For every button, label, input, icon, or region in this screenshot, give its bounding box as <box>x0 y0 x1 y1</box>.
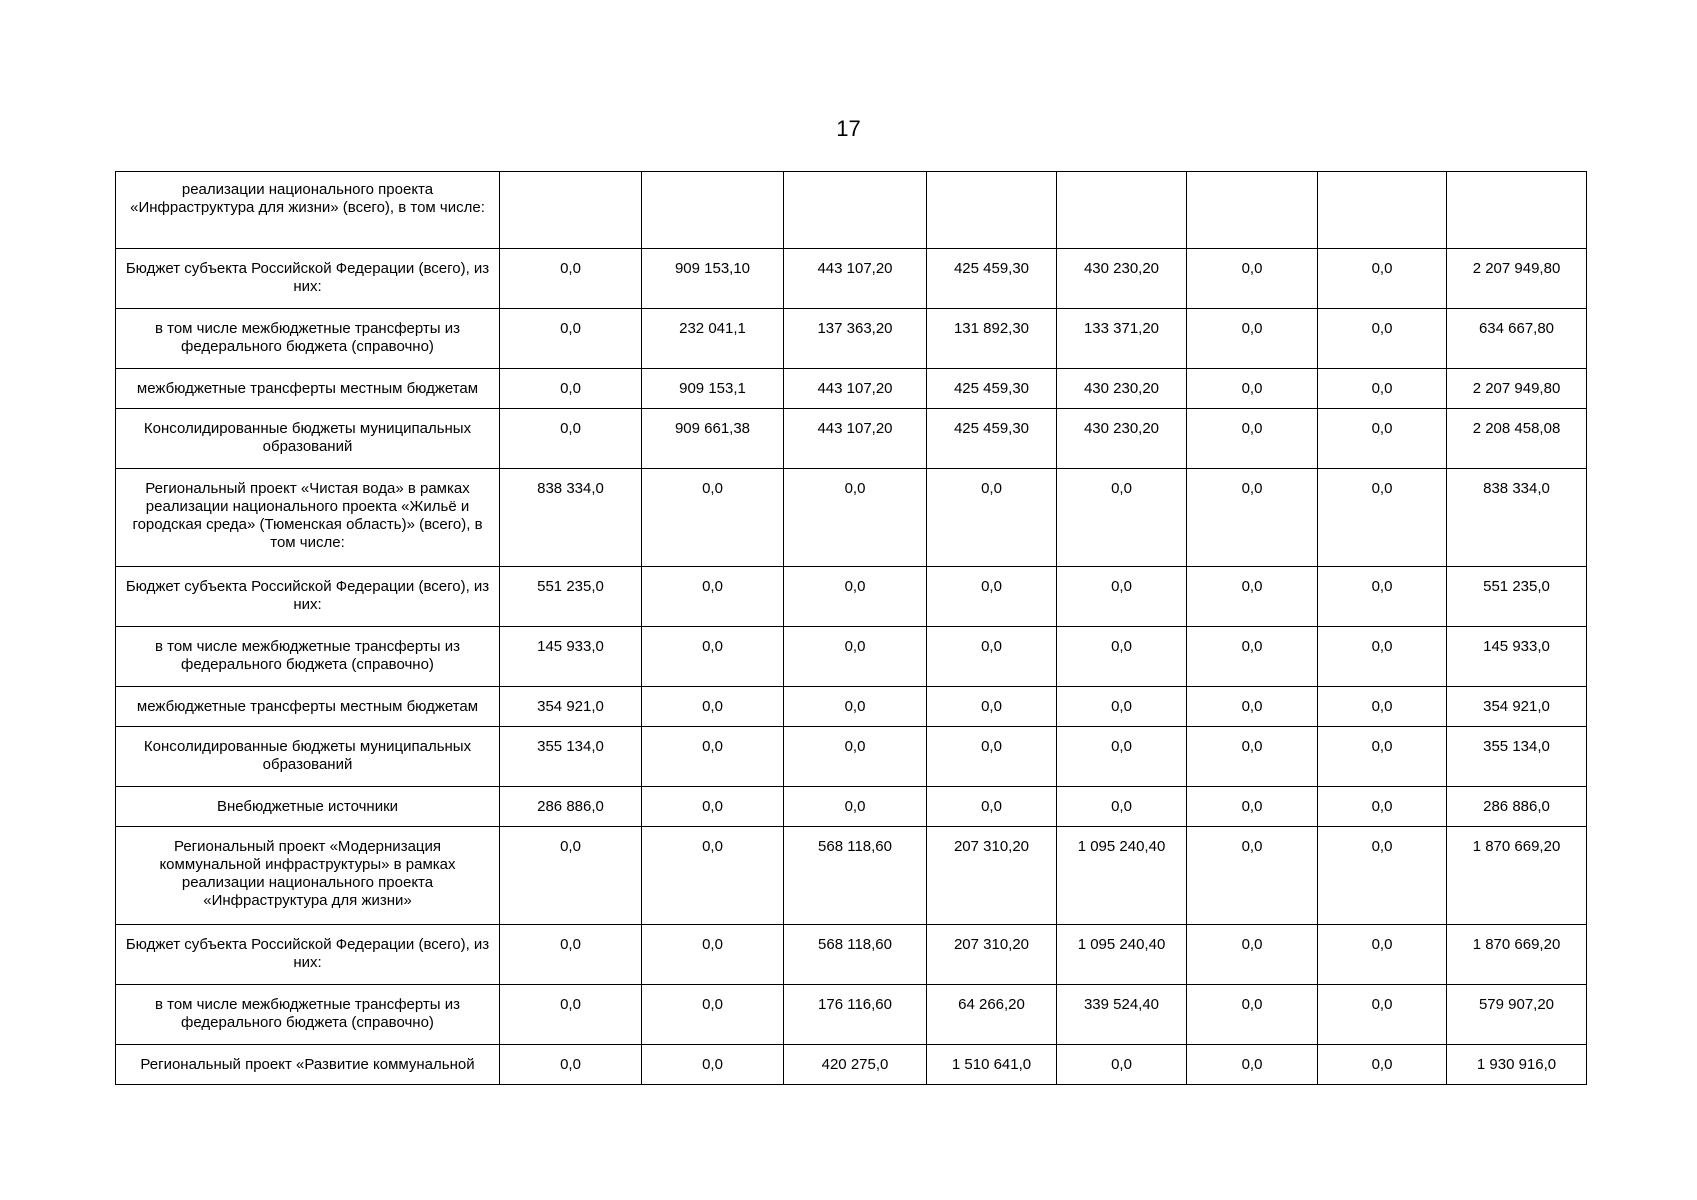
table-row <box>116 409 1587 469</box>
table-row <box>116 627 1587 687</box>
total-cell: 838 334,0 <box>1447 469 1587 567</box>
value-cell: 0,0 <box>1318 985 1447 1045</box>
table-row <box>116 687 1587 727</box>
value-cell: 0,0 <box>1187 1045 1318 1085</box>
value-cell: 425 459,30 <box>927 249 1057 309</box>
value-cell: 425 459,30 <box>927 369 1057 409</box>
value-cell: 909 661,38 <box>642 409 784 469</box>
row-label: Внебюджетные источники <box>116 787 500 827</box>
budget-table <box>115 171 1587 1085</box>
table-row <box>116 1045 1587 1085</box>
value-cell: 0,0 <box>1318 727 1447 787</box>
value-cell: 909 153,1 <box>642 369 784 409</box>
value-cell: 0,0 <box>1318 369 1447 409</box>
total-cell: 1 870 669,20 <box>1447 827 1587 925</box>
value-cell: 0,0 <box>1318 469 1447 567</box>
value-cell: 0,0 <box>500 369 642 409</box>
value-cell: 551 235,0 <box>500 567 642 627</box>
page-number: 17 <box>836 116 861 141</box>
value-cell: 176 116,60 <box>784 985 927 1045</box>
value-cell: 0,0 <box>927 627 1057 687</box>
value-cell: 0,0 <box>1187 627 1318 687</box>
value-cell: 0,0 <box>1057 687 1187 727</box>
value-cell: 0,0 <box>1187 469 1318 567</box>
table-row <box>116 925 1587 985</box>
value-cell: 0,0 <box>784 627 927 687</box>
value-cell: 430 230,20 <box>1057 369 1187 409</box>
row-label: в том числе межбюджетные трансферты из федерального бюджета (справочно) <box>116 309 500 369</box>
row-label: Бюджет субъекта Российской Федерации (всего), из них: <box>116 925 500 985</box>
value-cell: 0,0 <box>1057 1045 1187 1085</box>
value-cell: 0,0 <box>784 567 927 627</box>
value-cell: 430 230,20 <box>1057 409 1187 469</box>
value-cell: 0,0 <box>1318 627 1447 687</box>
value-cell: 133 371,20 <box>1057 309 1187 369</box>
total-cell: 1 930 916,0 <box>1447 1045 1587 1085</box>
value-cell <box>500 172 642 249</box>
value-cell: 0,0 <box>500 985 642 1045</box>
value-cell: 838 334,0 <box>500 469 642 567</box>
value-cell: 0,0 <box>500 309 642 369</box>
value-cell: 430 230,20 <box>1057 249 1187 309</box>
value-cell: 0,0 <box>1187 787 1318 827</box>
value-cell: 1 510 641,0 <box>927 1045 1057 1085</box>
table-row <box>116 727 1587 787</box>
value-cell: 0,0 <box>784 687 927 727</box>
value-cell <box>1187 172 1318 249</box>
total-cell: 2 208 458,08 <box>1447 409 1587 469</box>
value-cell: 0,0 <box>1318 687 1447 727</box>
row-label: в том числе межбюджетные трансферты из федерального бюджета (справочно) <box>116 627 500 687</box>
value-cell: 0,0 <box>1187 309 1318 369</box>
row-label: Региональный проект «Развитие коммунальной <box>116 1045 500 1085</box>
value-cell: 0,0 <box>642 687 784 727</box>
table-row <box>116 567 1587 627</box>
total-cell: 2 207 949,80 <box>1447 249 1587 309</box>
value-cell: 0,0 <box>500 1045 642 1085</box>
value-cell: 443 107,20 <box>784 369 927 409</box>
value-cell: 0,0 <box>1187 985 1318 1045</box>
value-cell: 0,0 <box>642 627 784 687</box>
value-cell: 0,0 <box>784 727 927 787</box>
value-cell: 0,0 <box>1187 567 1318 627</box>
value-cell: 0,0 <box>927 567 1057 627</box>
row-label: в том числе межбюджетные трансферты из федерального бюджета (справочно) <box>116 985 500 1045</box>
value-cell <box>1057 172 1187 249</box>
value-cell: 355 134,0 <box>500 727 642 787</box>
value-cell: 0,0 <box>1318 409 1447 469</box>
value-cell: 0,0 <box>1187 249 1318 309</box>
value-cell: 0,0 <box>642 925 784 985</box>
value-cell: 0,0 <box>500 925 642 985</box>
value-cell <box>642 172 784 249</box>
value-cell: 286 886,0 <box>500 787 642 827</box>
total-cell <box>1447 172 1587 249</box>
row-label: Региональный проект «Чистая вода» в рамках реализации национального проекта «Жильё и городская среда» (Тюменская область)» (всего), в том числе: <box>116 469 500 567</box>
value-cell: 145 933,0 <box>500 627 642 687</box>
value-cell: 0,0 <box>1057 627 1187 687</box>
value-cell: 909 153,10 <box>642 249 784 309</box>
value-cell: 0,0 <box>1187 409 1318 469</box>
table-row <box>116 369 1587 409</box>
total-cell: 354 921,0 <box>1447 687 1587 727</box>
row-label: Региональный проект «Модернизация коммунальной инфраструктуры» в рамках реализации национального проекта «Инфраструктура для жизни» <box>116 827 500 925</box>
value-cell: 64 266,20 <box>927 985 1057 1045</box>
value-cell: 0,0 <box>1187 727 1318 787</box>
value-cell: 0,0 <box>927 469 1057 567</box>
value-cell: 0,0 <box>927 687 1057 727</box>
value-cell: 0,0 <box>642 469 784 567</box>
total-cell: 579 907,20 <box>1447 985 1587 1045</box>
value-cell: 0,0 <box>642 827 784 925</box>
value-cell: 420 275,0 <box>784 1045 927 1085</box>
row-label: Консолидированные бюджеты муниципальных образований <box>116 727 500 787</box>
value-cell: 354 921,0 <box>500 687 642 727</box>
value-cell: 568 118,60 <box>784 925 927 985</box>
value-cell: 207 310,20 <box>927 827 1057 925</box>
row-label: реализации национального проекта «Инфраструктура для жизни» (всего), в том числе: <box>116 172 500 249</box>
value-cell <box>784 172 927 249</box>
value-cell: 0,0 <box>642 985 784 1045</box>
total-cell: 355 134,0 <box>1447 727 1587 787</box>
total-cell: 145 933,0 <box>1447 627 1587 687</box>
row-label: межбюджетные трансферты местным бюджетам <box>116 687 500 727</box>
value-cell <box>1318 172 1447 249</box>
value-cell: 0,0 <box>642 1045 784 1085</box>
value-cell: 0,0 <box>784 469 927 567</box>
value-cell: 0,0 <box>784 787 927 827</box>
value-cell: 0,0 <box>1187 369 1318 409</box>
value-cell: 0,0 <box>1057 469 1187 567</box>
value-cell: 0,0 <box>1318 249 1447 309</box>
value-cell: 0,0 <box>1187 827 1318 925</box>
value-cell: 0,0 <box>500 249 642 309</box>
value-cell: 443 107,20 <box>784 249 927 309</box>
row-label: Консолидированные бюджеты муниципальных образований <box>116 409 500 469</box>
value-cell: 0,0 <box>500 827 642 925</box>
value-cell: 0,0 <box>1318 1045 1447 1085</box>
value-cell <box>927 172 1057 249</box>
value-cell: 0,0 <box>1318 567 1447 627</box>
row-label: межбюджетные трансферты местным бюджетам <box>116 369 500 409</box>
total-cell: 2 207 949,80 <box>1447 369 1587 409</box>
value-cell: 232 041,1 <box>642 309 784 369</box>
total-cell: 286 886,0 <box>1447 787 1587 827</box>
value-cell: 0,0 <box>1318 827 1447 925</box>
value-cell: 568 118,60 <box>784 827 927 925</box>
table-row <box>116 309 1587 369</box>
value-cell: 0,0 <box>927 787 1057 827</box>
value-cell: 0,0 <box>1187 925 1318 985</box>
value-cell: 1 095 240,40 <box>1057 827 1187 925</box>
total-cell: 551 235,0 <box>1447 567 1587 627</box>
value-cell: 207 310,20 <box>927 925 1057 985</box>
row-label: Бюджет субъекта Российской Федерации (всего), из них: <box>116 567 500 627</box>
value-cell: 339 524,40 <box>1057 985 1187 1045</box>
value-cell: 0,0 <box>642 787 784 827</box>
table-row <box>116 787 1587 827</box>
value-cell: 0,0 <box>1318 309 1447 369</box>
value-cell: 0,0 <box>1187 687 1318 727</box>
row-label: Бюджет субъекта Российской Федерации (всего), из них: <box>116 249 500 309</box>
value-cell: 131 892,30 <box>927 309 1057 369</box>
value-cell: 443 107,20 <box>784 409 927 469</box>
value-cell: 0,0 <box>927 727 1057 787</box>
value-cell: 0,0 <box>642 567 784 627</box>
value-cell: 0,0 <box>1057 727 1187 787</box>
value-cell: 137 363,20 <box>784 309 927 369</box>
table-row <box>116 469 1587 567</box>
value-cell: 425 459,30 <box>927 409 1057 469</box>
value-cell: 0,0 <box>1318 925 1447 985</box>
value-cell: 0,0 <box>1057 787 1187 827</box>
value-cell: 0,0 <box>1318 787 1447 827</box>
table-row <box>116 172 1587 249</box>
total-cell: 1 870 669,20 <box>1447 925 1587 985</box>
table-row <box>116 249 1587 309</box>
table-row <box>116 985 1587 1045</box>
table-row <box>116 827 1587 925</box>
value-cell: 0,0 <box>642 727 784 787</box>
value-cell: 0,0 <box>500 409 642 469</box>
value-cell: 0,0 <box>1057 567 1187 627</box>
total-cell: 634 667,80 <box>1447 309 1587 369</box>
value-cell: 1 095 240,40 <box>1057 925 1187 985</box>
